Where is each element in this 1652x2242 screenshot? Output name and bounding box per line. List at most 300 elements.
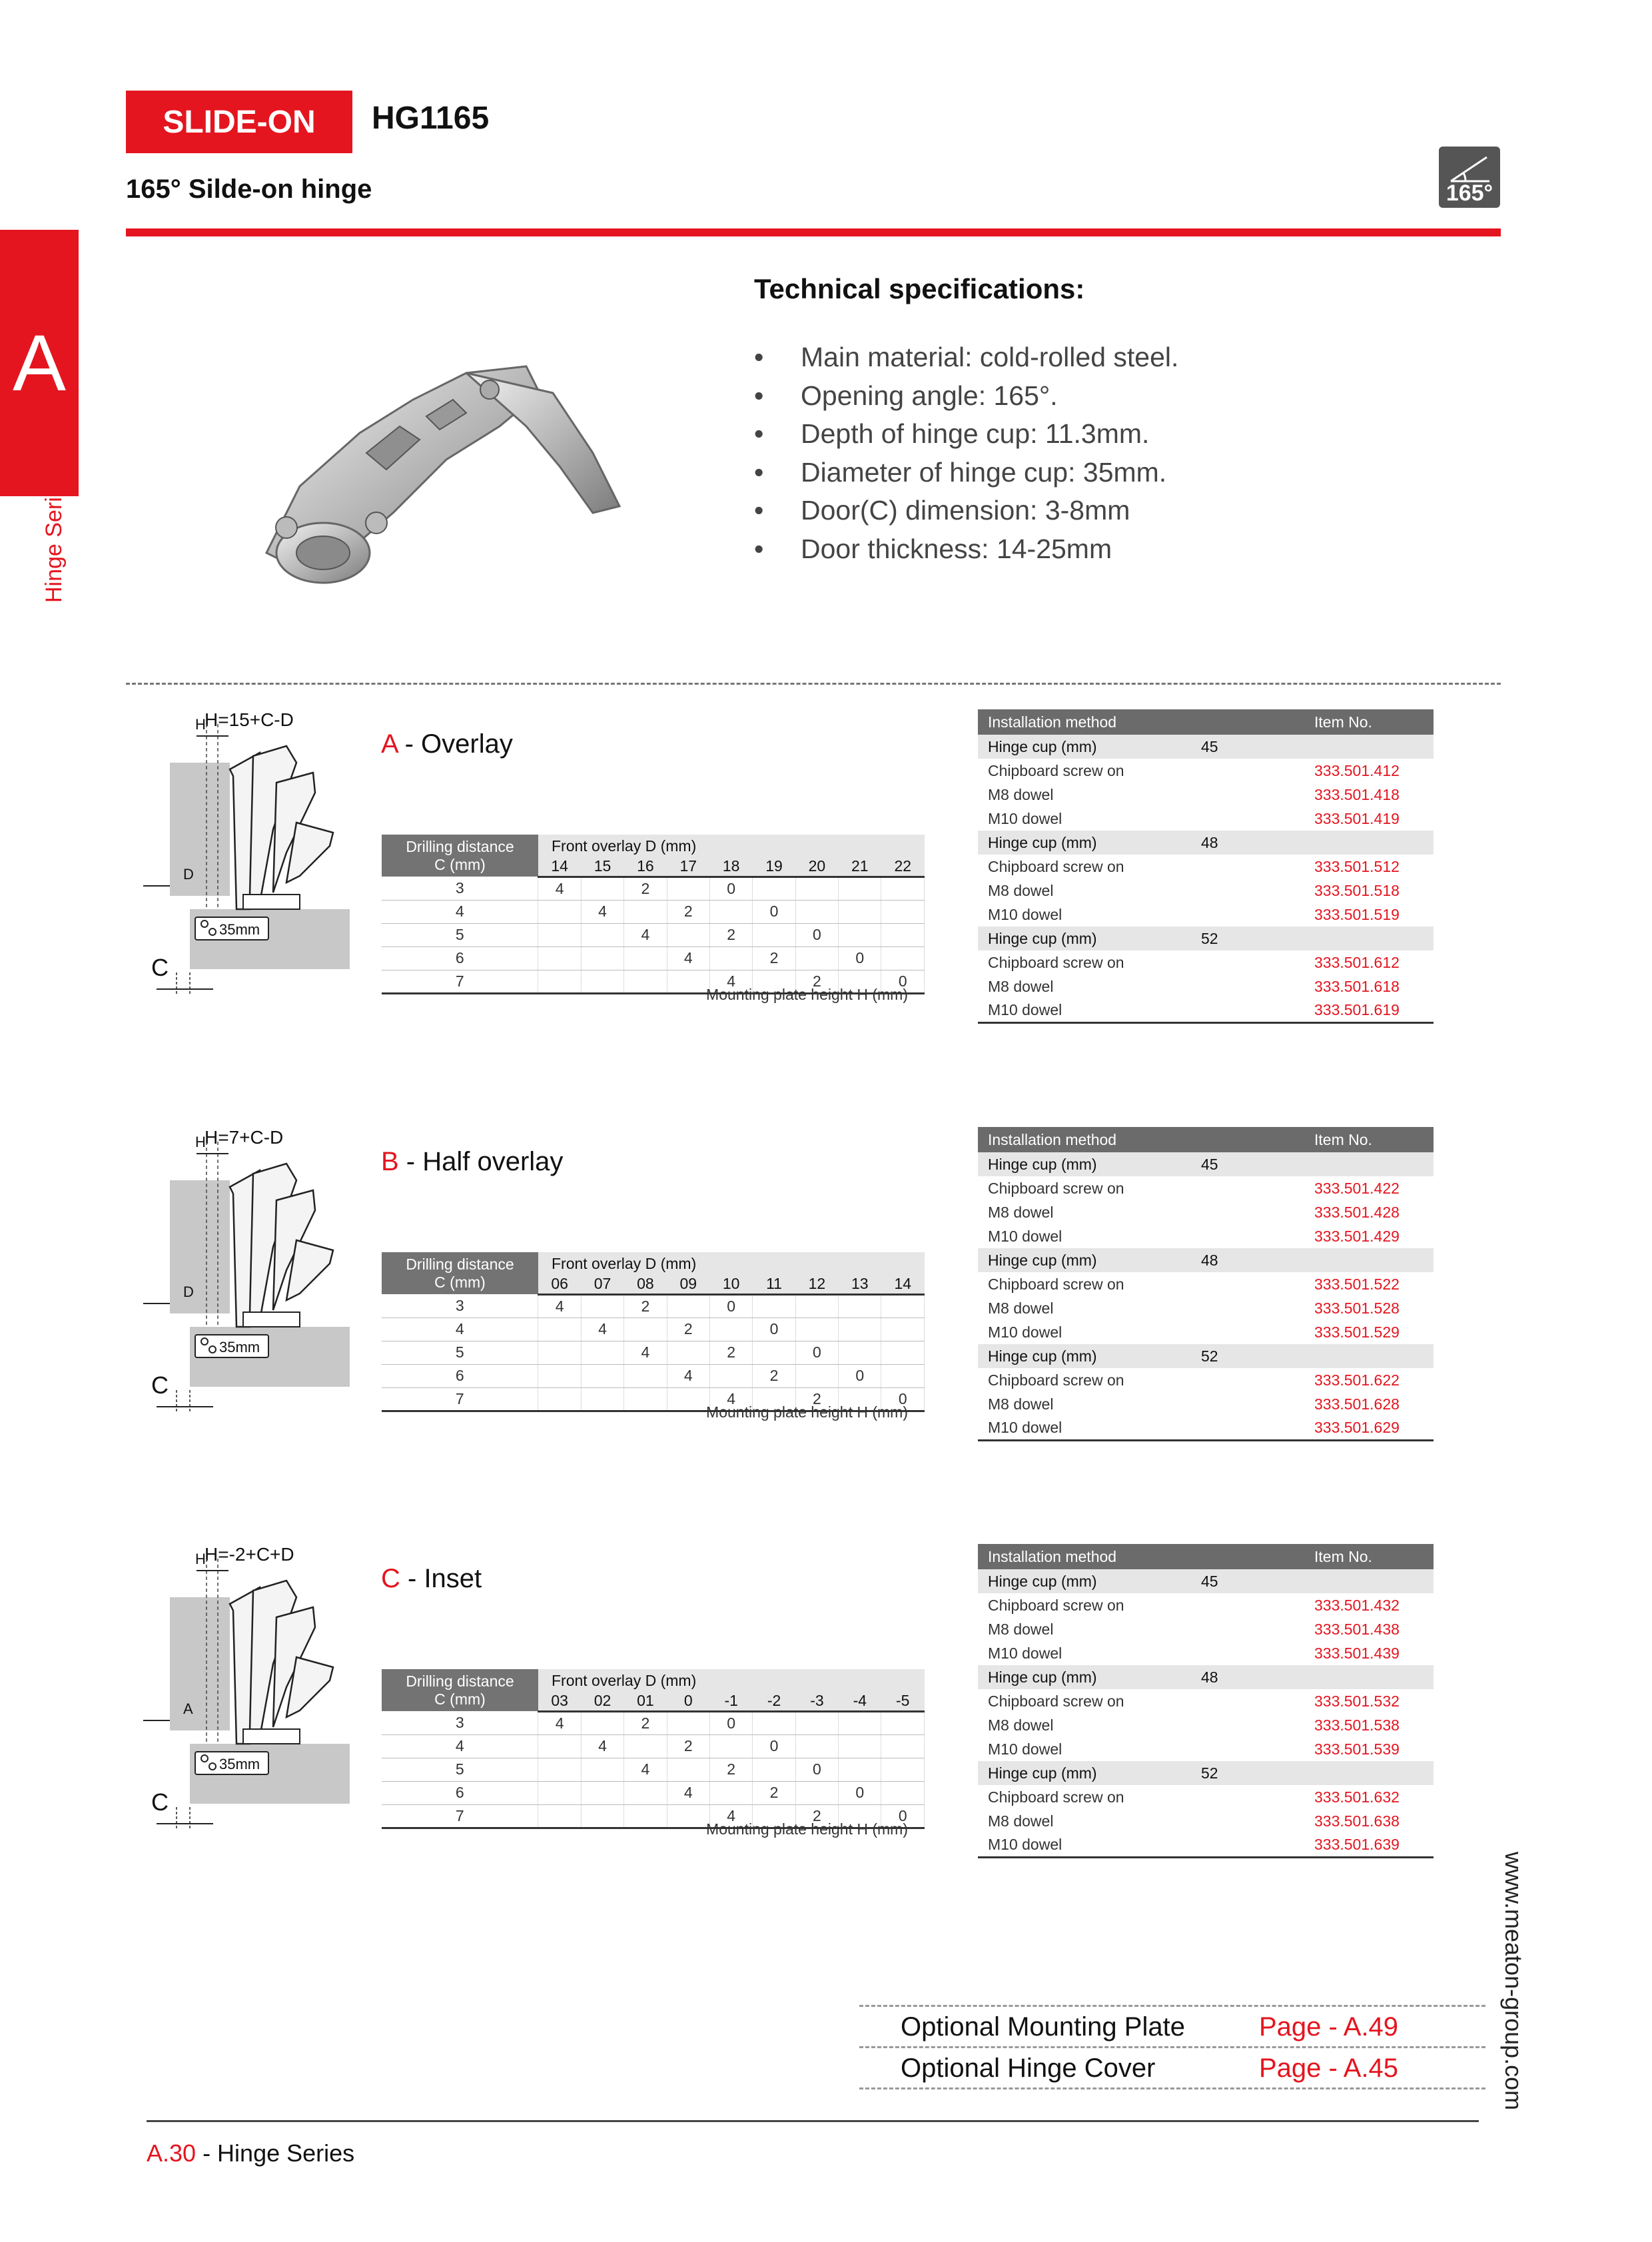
table-cell: 52 — [1191, 1344, 1304, 1368]
table-cell — [538, 946, 581, 970]
table-cell — [709, 1364, 752, 1387]
item-number: 333.501.432 — [1314, 1596, 1400, 1614]
table-cell — [753, 877, 795, 900]
overlay-column-header: 20 — [795, 857, 838, 877]
table-cell: 6 — [382, 946, 538, 970]
table-cell — [667, 1711, 709, 1734]
table-row — [382, 923, 925, 946]
hinge-cup-row — [978, 1344, 1434, 1368]
optional-hinge-cover-link[interactable] — [859, 2046, 1485, 2087]
table-cell: 5 — [382, 1341, 538, 1364]
table-cell — [881, 1711, 925, 1734]
mounting-height-note: Mounting plate height H (mm) — [706, 986, 908, 1003]
table-cell: 2 — [624, 1711, 667, 1734]
item-no-header: Item No. — [1304, 1544, 1434, 1569]
overlay-column-header: 13 — [839, 1274, 881, 1294]
item-row — [978, 1200, 1434, 1224]
item-row — [978, 1392, 1434, 1416]
hinge-cup-row — [978, 831, 1434, 855]
overlay-column-header: 19 — [753, 857, 795, 877]
table-cell — [881, 1341, 925, 1364]
item-number: 333.501.612 — [1314, 953, 1400, 971]
table-row — [382, 1781, 925, 1804]
hinge-cup-row — [978, 735, 1434, 759]
overlay-column-header: 18 — [709, 857, 752, 877]
table-cell: 4 — [538, 1711, 581, 1734]
item-row — [978, 950, 1434, 974]
table-cell: 3 — [382, 877, 538, 900]
item-number: 333.501.422 — [1314, 1179, 1400, 1197]
dimension-h-label: H — [195, 1551, 206, 1567]
table-cell: 0 — [881, 1387, 925, 1411]
dimension-h-label: H — [195, 716, 206, 733]
hinge-cup-row — [978, 1152, 1434, 1176]
item-row — [978, 1713, 1434, 1737]
overlay-header: Front overlay D (mm) — [538, 1669, 925, 1691]
table-cell — [1191, 1785, 1304, 1809]
table-cell — [1191, 998, 1304, 1022]
overlay-column-header: -1 — [709, 1691, 752, 1711]
table-cell — [667, 1294, 709, 1317]
table-cell — [667, 877, 709, 900]
overlay-column-header: 0 — [667, 1691, 709, 1711]
optional-label: Optional Mounting Plate — [901, 2012, 1185, 2042]
table-cell: 4 — [581, 1734, 623, 1758]
item-number: 333.501.528 — [1314, 1299, 1400, 1317]
dimension-c-label: C — [151, 954, 169, 981]
table-cell — [839, 1294, 881, 1317]
hinge-cup-row — [978, 1569, 1434, 1593]
overlay-column-header: 11 — [753, 1274, 795, 1294]
table-cell: 4 — [709, 1804, 752, 1828]
overlay-column-header: 16 — [624, 857, 667, 877]
cup-diameter-label: 35mm — [219, 1339, 260, 1355]
table-cell: 7 — [382, 1804, 538, 1828]
table-cell — [839, 877, 881, 900]
table-cell — [1191, 1713, 1304, 1737]
table-cell: 4 — [624, 923, 667, 946]
table-cell: 2 — [624, 1294, 667, 1317]
table-cell — [1191, 1833, 1304, 1857]
overlay-column-header: 02 — [581, 1691, 623, 1711]
method-header: Installation method — [978, 709, 1191, 735]
table-cell — [839, 1711, 881, 1734]
series-tag: SLIDE-ON — [126, 91, 352, 153]
item-row — [978, 1617, 1434, 1641]
table-cell: 0 — [709, 1294, 752, 1317]
overlay-column-header: 07 — [581, 1274, 623, 1294]
table-cell: 0 — [795, 923, 838, 946]
hinge-cup-row — [978, 1761, 1434, 1785]
table-cell — [881, 877, 925, 900]
table-cell — [709, 1317, 752, 1341]
table-cell: 5 — [382, 1758, 538, 1781]
item-row — [978, 1689, 1434, 1713]
table-cell: Hinge cup (mm) — [978, 735, 1191, 759]
table-cell — [709, 1781, 752, 1804]
table-cell: 0 — [795, 1758, 838, 1781]
overlay-column-header: 08 — [624, 1274, 667, 1294]
dimension-c-label: C — [151, 1371, 169, 1399]
table-cell — [624, 1364, 667, 1387]
table-cell — [795, 1294, 838, 1317]
table-cell: Hinge cup (mm) — [978, 1569, 1191, 1593]
table-cell: 6 — [382, 1781, 538, 1804]
table-cell — [538, 923, 581, 946]
item-row — [978, 1296, 1434, 1320]
optional-page[interactable]: Page - A.45 — [1259, 2054, 1399, 2083]
model-number: HG1165 — [372, 101, 490, 136]
table-row — [382, 877, 925, 900]
dimension-c-label: C — [151, 1788, 169, 1816]
table-cell: 0 — [839, 946, 881, 970]
table-cell — [1191, 855, 1304, 879]
height-formula: H=15+C-D — [205, 709, 294, 730]
item-no-header: Item No. — [1304, 1127, 1434, 1152]
drilling-table — [382, 1252, 925, 1412]
dimension-d-label: D — [183, 866, 194, 883]
item-row — [978, 759, 1434, 783]
table-row — [382, 1294, 925, 1317]
item-number: 333.501.438 — [1314, 1620, 1400, 1638]
section-title: A - Overlay — [381, 729, 513, 759]
table-cell: 4 — [709, 1387, 752, 1411]
overlay-column-header: 01 — [624, 1691, 667, 1711]
table-cell — [1191, 1641, 1304, 1665]
table-cell — [667, 923, 709, 946]
section-title: C - Inset — [381, 1564, 482, 1593]
table-cell: 0 — [753, 1734, 795, 1758]
page-subtitle: 165° Silde-on hinge — [126, 175, 372, 204]
table-cell: 7 — [382, 1387, 538, 1411]
optional-mounting-plate-link[interactable] — [859, 2005, 1485, 2046]
table-cell — [795, 877, 838, 900]
angle-badge-text: 165° — [1446, 181, 1493, 206]
page-footer: A.30 - Hinge Series — [147, 2139, 355, 2167]
table-cell — [709, 946, 752, 970]
table-cell: 4 — [581, 900, 623, 923]
table-cell — [667, 1758, 709, 1781]
height-formula: H=7+C-D — [205, 1127, 284, 1148]
table-row — [382, 1317, 925, 1341]
table-cell — [1304, 927, 1434, 950]
table-cell — [881, 1734, 925, 1758]
installation-method: M8 dowel — [988, 1812, 1054, 1830]
table-cell — [1191, 1296, 1304, 1320]
table-cell — [624, 946, 667, 970]
item-number: 333.501.629 — [1304, 1416, 1434, 1440]
overlay-column-header: -3 — [795, 1691, 838, 1711]
table-cell: 7 — [382, 970, 538, 993]
spec-item: • Diameter of hinge cup: 35mm. — [754, 456, 1167, 488]
method-header: Installation method — [978, 1544, 1191, 1569]
table-cell — [1304, 735, 1434, 759]
table-cell: 0 — [839, 1781, 881, 1804]
item-row — [978, 1737, 1434, 1761]
table-cell — [881, 1758, 925, 1781]
item-no-header: Item No. — [1304, 709, 1434, 735]
table-cell — [1304, 1665, 1434, 1689]
table-cell: 4 — [382, 1734, 538, 1758]
table-cell — [581, 877, 623, 900]
table-row — [382, 1341, 925, 1364]
method-header: Installation method — [978, 1127, 1191, 1152]
table-cell — [1191, 807, 1304, 831]
installation-method: M8 dowel — [988, 1203, 1054, 1221]
installation-method: Chipboard screw on — [988, 1275, 1124, 1293]
table-cell — [624, 900, 667, 923]
table-cell — [753, 923, 795, 946]
item-row — [978, 783, 1434, 807]
table-cell: 4 — [538, 877, 581, 900]
overlay-column-header: 14 — [538, 857, 581, 877]
table-cell — [839, 923, 881, 946]
table-cell — [1191, 1272, 1304, 1296]
item-row — [978, 1833, 1434, 1857]
installation-method: M10 dowel — [988, 1227, 1062, 1245]
drilling-header: Drilling distance C (mm) — [382, 1252, 538, 1294]
table-cell: 2 — [709, 923, 752, 946]
item-number: 333.501.529 — [1314, 1323, 1400, 1341]
height-formula: H=-2+C+D — [205, 1544, 294, 1565]
table-cell — [1191, 1368, 1304, 1392]
spec-item: • Opening angle: 165°. — [754, 380, 1058, 411]
item-number: 333.501.419 — [1314, 809, 1400, 827]
header-rule — [126, 228, 1501, 236]
item-number: 333.501.522 — [1314, 1275, 1400, 1293]
mounting-diagram — [143, 709, 356, 996]
opening-angle-icon — [1439, 147, 1500, 208]
table-cell: 0 — [881, 1804, 925, 1828]
item-row — [978, 1320, 1434, 1344]
item-row — [978, 807, 1434, 831]
table-cell — [1191, 1593, 1304, 1617]
table-cell — [881, 1781, 925, 1804]
table-cell — [581, 1711, 623, 1734]
dimension-d-label: A — [183, 1700, 193, 1717]
mounting-section-a — [0, 709, 1652, 1069]
installation-method: M10 dowel — [988, 1323, 1062, 1341]
table-cell — [624, 1781, 667, 1804]
spec-list — [754, 338, 1178, 568]
table-row — [382, 1364, 925, 1387]
installation-method: M8 dowel — [988, 977, 1054, 995]
table-cell — [1191, 1737, 1304, 1761]
installation-method: Chipboard screw on — [988, 1596, 1124, 1614]
overlay-column-header: 03 — [538, 1691, 581, 1711]
table-cell: 0 — [881, 970, 925, 993]
overlay-column-header: 14 — [881, 1274, 925, 1294]
installation-method: M10 dowel — [988, 809, 1062, 827]
item-number: 333.501.512 — [1314, 857, 1400, 875]
table-cell — [581, 1341, 623, 1364]
table-cell: 2 — [753, 1364, 795, 1387]
table-row — [382, 946, 925, 970]
installation-method: Chipboard screw on — [988, 1179, 1124, 1197]
item-number: 333.501.632 — [1314, 1788, 1400, 1806]
dimension-h-label: H — [195, 1134, 206, 1150]
table-cell: Hinge cup (mm) — [978, 831, 1191, 855]
table-cell: 4 — [709, 970, 752, 993]
table-cell: Hinge cup (mm) — [978, 1344, 1191, 1368]
item-number: 333.501.619 — [1304, 998, 1434, 1022]
table-cell: 0 — [839, 1364, 881, 1387]
table-cell: 4 — [581, 1317, 623, 1341]
table-cell: 2 — [795, 1387, 838, 1411]
table-cell: 2 — [667, 1317, 709, 1341]
overlay-column-header: 21 — [839, 857, 881, 877]
hinge-cup-row — [978, 1665, 1434, 1689]
optional-page[interactable]: Page - A.49 — [1259, 2012, 1399, 2042]
website-url[interactable]: www.meaton-group.com — [1500, 1852, 1527, 2111]
item-number: 333.501.532 — [1314, 1692, 1400, 1710]
table-cell — [1191, 950, 1304, 974]
item-number-table — [978, 1127, 1434, 1441]
table-cell — [581, 946, 623, 970]
table-cell: Hinge cup (mm) — [978, 1248, 1191, 1272]
overlay-column-header: -2 — [753, 1691, 795, 1711]
installation-method: M10 dowel — [978, 1833, 1191, 1857]
item-number: 333.501.638 — [1314, 1812, 1400, 1830]
table-row — [382, 900, 925, 923]
table-cell — [795, 1734, 838, 1758]
page-number: A.30 — [147, 2139, 197, 2167]
item-row — [978, 1224, 1434, 1248]
installation-method: Chipboard screw on — [988, 1371, 1124, 1389]
table-cell — [538, 1317, 581, 1341]
table-cell — [709, 900, 752, 923]
section-title: B - Half overlay — [381, 1147, 564, 1176]
table-cell: 2 — [795, 970, 838, 993]
drilling-header: Drilling distance C (mm) — [382, 1669, 538, 1711]
item-number: 333.501.519 — [1314, 905, 1400, 923]
installation-method: M10 dowel — [978, 1416, 1191, 1440]
spec-item: • Depth of hinge cup: 11.3mm. — [754, 418, 1150, 449]
installation-method: M8 dowel — [988, 1716, 1054, 1734]
installation-method: Chipboard screw on — [988, 761, 1124, 779]
table-cell — [1191, 1416, 1304, 1440]
installation-method: M8 dowel — [988, 785, 1054, 803]
table-cell — [624, 1317, 667, 1341]
overlay-column-header: 10 — [709, 1274, 752, 1294]
installation-method: M10 dowel — [988, 905, 1062, 923]
hinge-product-photo — [246, 353, 633, 606]
table-cell — [1191, 1320, 1304, 1344]
table-cell — [839, 1341, 881, 1364]
installation-method: Chipboard screw on — [988, 953, 1124, 971]
table-row — [382, 1758, 925, 1781]
table-cell — [581, 1781, 623, 1804]
table-cell — [538, 1341, 581, 1364]
table-cell: 3 — [382, 1294, 538, 1317]
table-cell: 0 — [709, 877, 752, 900]
item-row — [978, 1641, 1434, 1665]
table-cell: 4 — [667, 1781, 709, 1804]
overlay-column-header: 12 — [795, 1274, 838, 1294]
table-cell: 3 — [382, 1711, 538, 1734]
table-cell — [1191, 879, 1304, 903]
item-number: 333.501.412 — [1314, 761, 1400, 779]
table-cell — [795, 1711, 838, 1734]
item-number: 333.501.628 — [1314, 1395, 1400, 1413]
table-cell — [881, 1364, 925, 1387]
item-row — [978, 1785, 1434, 1809]
table-cell: 4 — [667, 1364, 709, 1387]
table-cell — [1191, 1689, 1304, 1713]
table-cell — [1191, 1176, 1304, 1200]
installation-method: M10 dowel — [978, 998, 1191, 1022]
table-cell — [1191, 759, 1304, 783]
table-cell — [1304, 1569, 1434, 1593]
table-cell — [795, 1781, 838, 1804]
table-cell — [1191, 783, 1304, 807]
table-cell — [581, 923, 623, 946]
table-cell — [881, 1294, 925, 1317]
installation-method: M8 dowel — [988, 881, 1054, 899]
overlay-column-header: 17 — [667, 857, 709, 877]
item-number: 333.501.439 — [1314, 1644, 1400, 1662]
item-number-table — [978, 1544, 1434, 1858]
table-cell: 0 — [795, 1341, 838, 1364]
table-cell — [839, 1734, 881, 1758]
spec-item: • Door thickness: 14-25mm — [754, 533, 1112, 564]
overlay-header: Front overlay D (mm) — [538, 835, 925, 857]
table-cell: 4 — [624, 1758, 667, 1781]
table-cell: Hinge cup (mm) — [978, 1152, 1191, 1176]
table-cell: 2 — [753, 946, 795, 970]
item-number: 333.501.418 — [1314, 785, 1400, 803]
table-cell — [1304, 1761, 1434, 1785]
table-cell: 4 — [538, 1294, 581, 1317]
table-cell: 52 — [1191, 1761, 1304, 1785]
table-cell: 2 — [667, 900, 709, 923]
item-row — [978, 1593, 1434, 1617]
installation-method: M10 dowel — [988, 1644, 1062, 1662]
table-cell — [538, 900, 581, 923]
installation-method: Chipboard screw on — [988, 1692, 1124, 1710]
overlay-column-header: 09 — [667, 1274, 709, 1294]
item-number: 333.501.618 — [1314, 977, 1400, 995]
item-row — [978, 903, 1434, 927]
optional-divider — [859, 2087, 1485, 2089]
table-cell: 6 — [382, 1364, 538, 1387]
chapter-tab: A — [0, 230, 79, 496]
cup-diameter-label: 35mm — [219, 921, 260, 938]
table-cell — [1191, 1617, 1304, 1641]
item-number: 333.501.639 — [1304, 1833, 1434, 1857]
table-cell: 4 — [667, 946, 709, 970]
item-number: 333.501.429 — [1314, 1227, 1400, 1245]
table-cell: 4 — [382, 1317, 538, 1341]
item-number: 333.501.518 — [1314, 881, 1400, 899]
table-cell: 2 — [709, 1758, 752, 1781]
item-row — [978, 974, 1434, 998]
hinge-cup-row — [978, 1248, 1434, 1272]
spec-item: • Main material: cold-rolled steel. — [754, 342, 1179, 372]
installation-method: M8 dowel — [988, 1620, 1054, 1638]
table-cell — [795, 946, 838, 970]
table-cell: 48 — [1191, 1665, 1304, 1689]
item-row — [978, 1809, 1434, 1833]
table-cell: Hinge cup (mm) — [978, 1665, 1191, 1689]
item-row — [978, 879, 1434, 903]
item-number: 333.501.538 — [1314, 1716, 1400, 1734]
item-row — [978, 1416, 1434, 1440]
table-cell — [753, 1294, 795, 1317]
table-cell — [753, 1758, 795, 1781]
table-cell: 0 — [753, 900, 795, 923]
table-cell — [1304, 831, 1434, 855]
